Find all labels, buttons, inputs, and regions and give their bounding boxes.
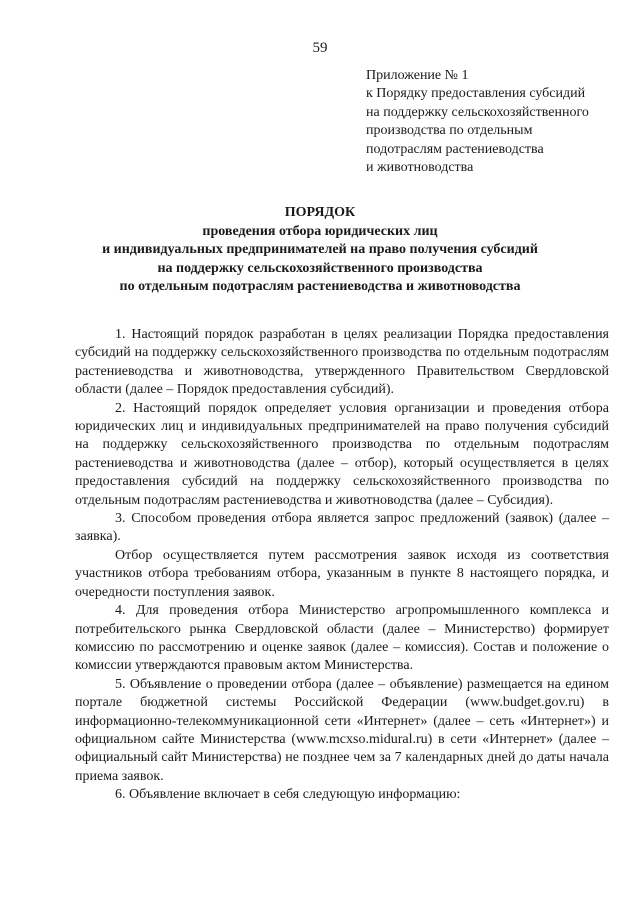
appendix-note xyxy=(366,67,626,177)
paragraph-3-continued: Отбор осуществляется путем рассмотрения заявок исходя из соответствия участников отбора требованиям отбора, указанным в пункте 8 настоящего порядка, и очередности поступления заявок. xyxy=(75,547,609,600)
appendix-line: подотраслям растениеводства xyxy=(366,141,544,157)
title-heading: ПОРЯДОК xyxy=(284,205,356,220)
document-body xyxy=(75,326,609,805)
title-line: проведения отбора юридических лиц xyxy=(202,223,438,239)
title-line: по отдельным подотраслям растениеводства и животноводства xyxy=(119,279,521,294)
paragraph-5: 5. Объявление о проведении отбора (далее – объявление) размещается на едином портале бюджетной системы Российской Федерации (www.budget.gov.ru) в информационно-телекоммуникационной сети «Интернет» (далее – сеть «Интернет») и официальном сайте Министерства (www.mcxso.midural.ru) в сети «Интернет» (далее – официальный сайт Министерства) не позднее чем за 7 календарных дней до даты начала приема заявок. xyxy=(75,676,609,784)
title-line: и индивидуальных предпринимателей на право получения субсидий xyxy=(102,242,538,257)
paragraph-4: 4. Для проведения отбора Министерство агропромышленного комплекса и потребительского рынка Свердловской области (далее – Министерство) формирует комиссию по рассмотрению и оценке заявок (далее – комиссия). Состав и положение о комиссии утверждаются правовым актом Министерства. xyxy=(75,603,609,674)
appendix-line: и животноводства xyxy=(366,160,474,176)
title-line: на поддержку сельскохозяйственного производства xyxy=(157,260,483,276)
page-number: 59 xyxy=(312,40,328,56)
appendix-line: Приложение № 1 xyxy=(366,68,469,83)
appendix-line: к Порядку предоставления субсидий xyxy=(366,86,586,102)
paragraph-3: 3. Способом проведения отбора является запрос предложений (заявок) (далее – заявка). xyxy=(75,511,609,545)
paragraph-1: 1. Настоящий порядок разработан в целях реализации Порядка предоставления субсидий на поддержку сельскохозяйственного производства по отдельным подотраслям растениеводства и животноводства, утвержденного Правительством Свердловской области (далее – Порядок предоставления субсидий). xyxy=(75,327,609,398)
document-title xyxy=(40,204,600,297)
paragraph-6: 6. Объявление включает в себя следующую информацию: xyxy=(115,787,461,803)
paragraph-2: 2. Настоящий порядок определяет условия организации и проведения отбора юридических лиц и индивидуальных предпринимателей на право получения субсидий на поддержку сельскохозяйственного производства по отдельным подотраслям растениеводства и животноводства (далее – отбор), который осуществляется в целях предоставления субсидий на поддержку сельскохозяйственного производства по отдельным подотраслям растениеводства и животноводства (далее – Субсидия). xyxy=(75,400,609,508)
appendix-line: производства по отдельным xyxy=(366,123,533,139)
appendix-line: на поддержку сельскохозяйственного xyxy=(366,104,589,120)
